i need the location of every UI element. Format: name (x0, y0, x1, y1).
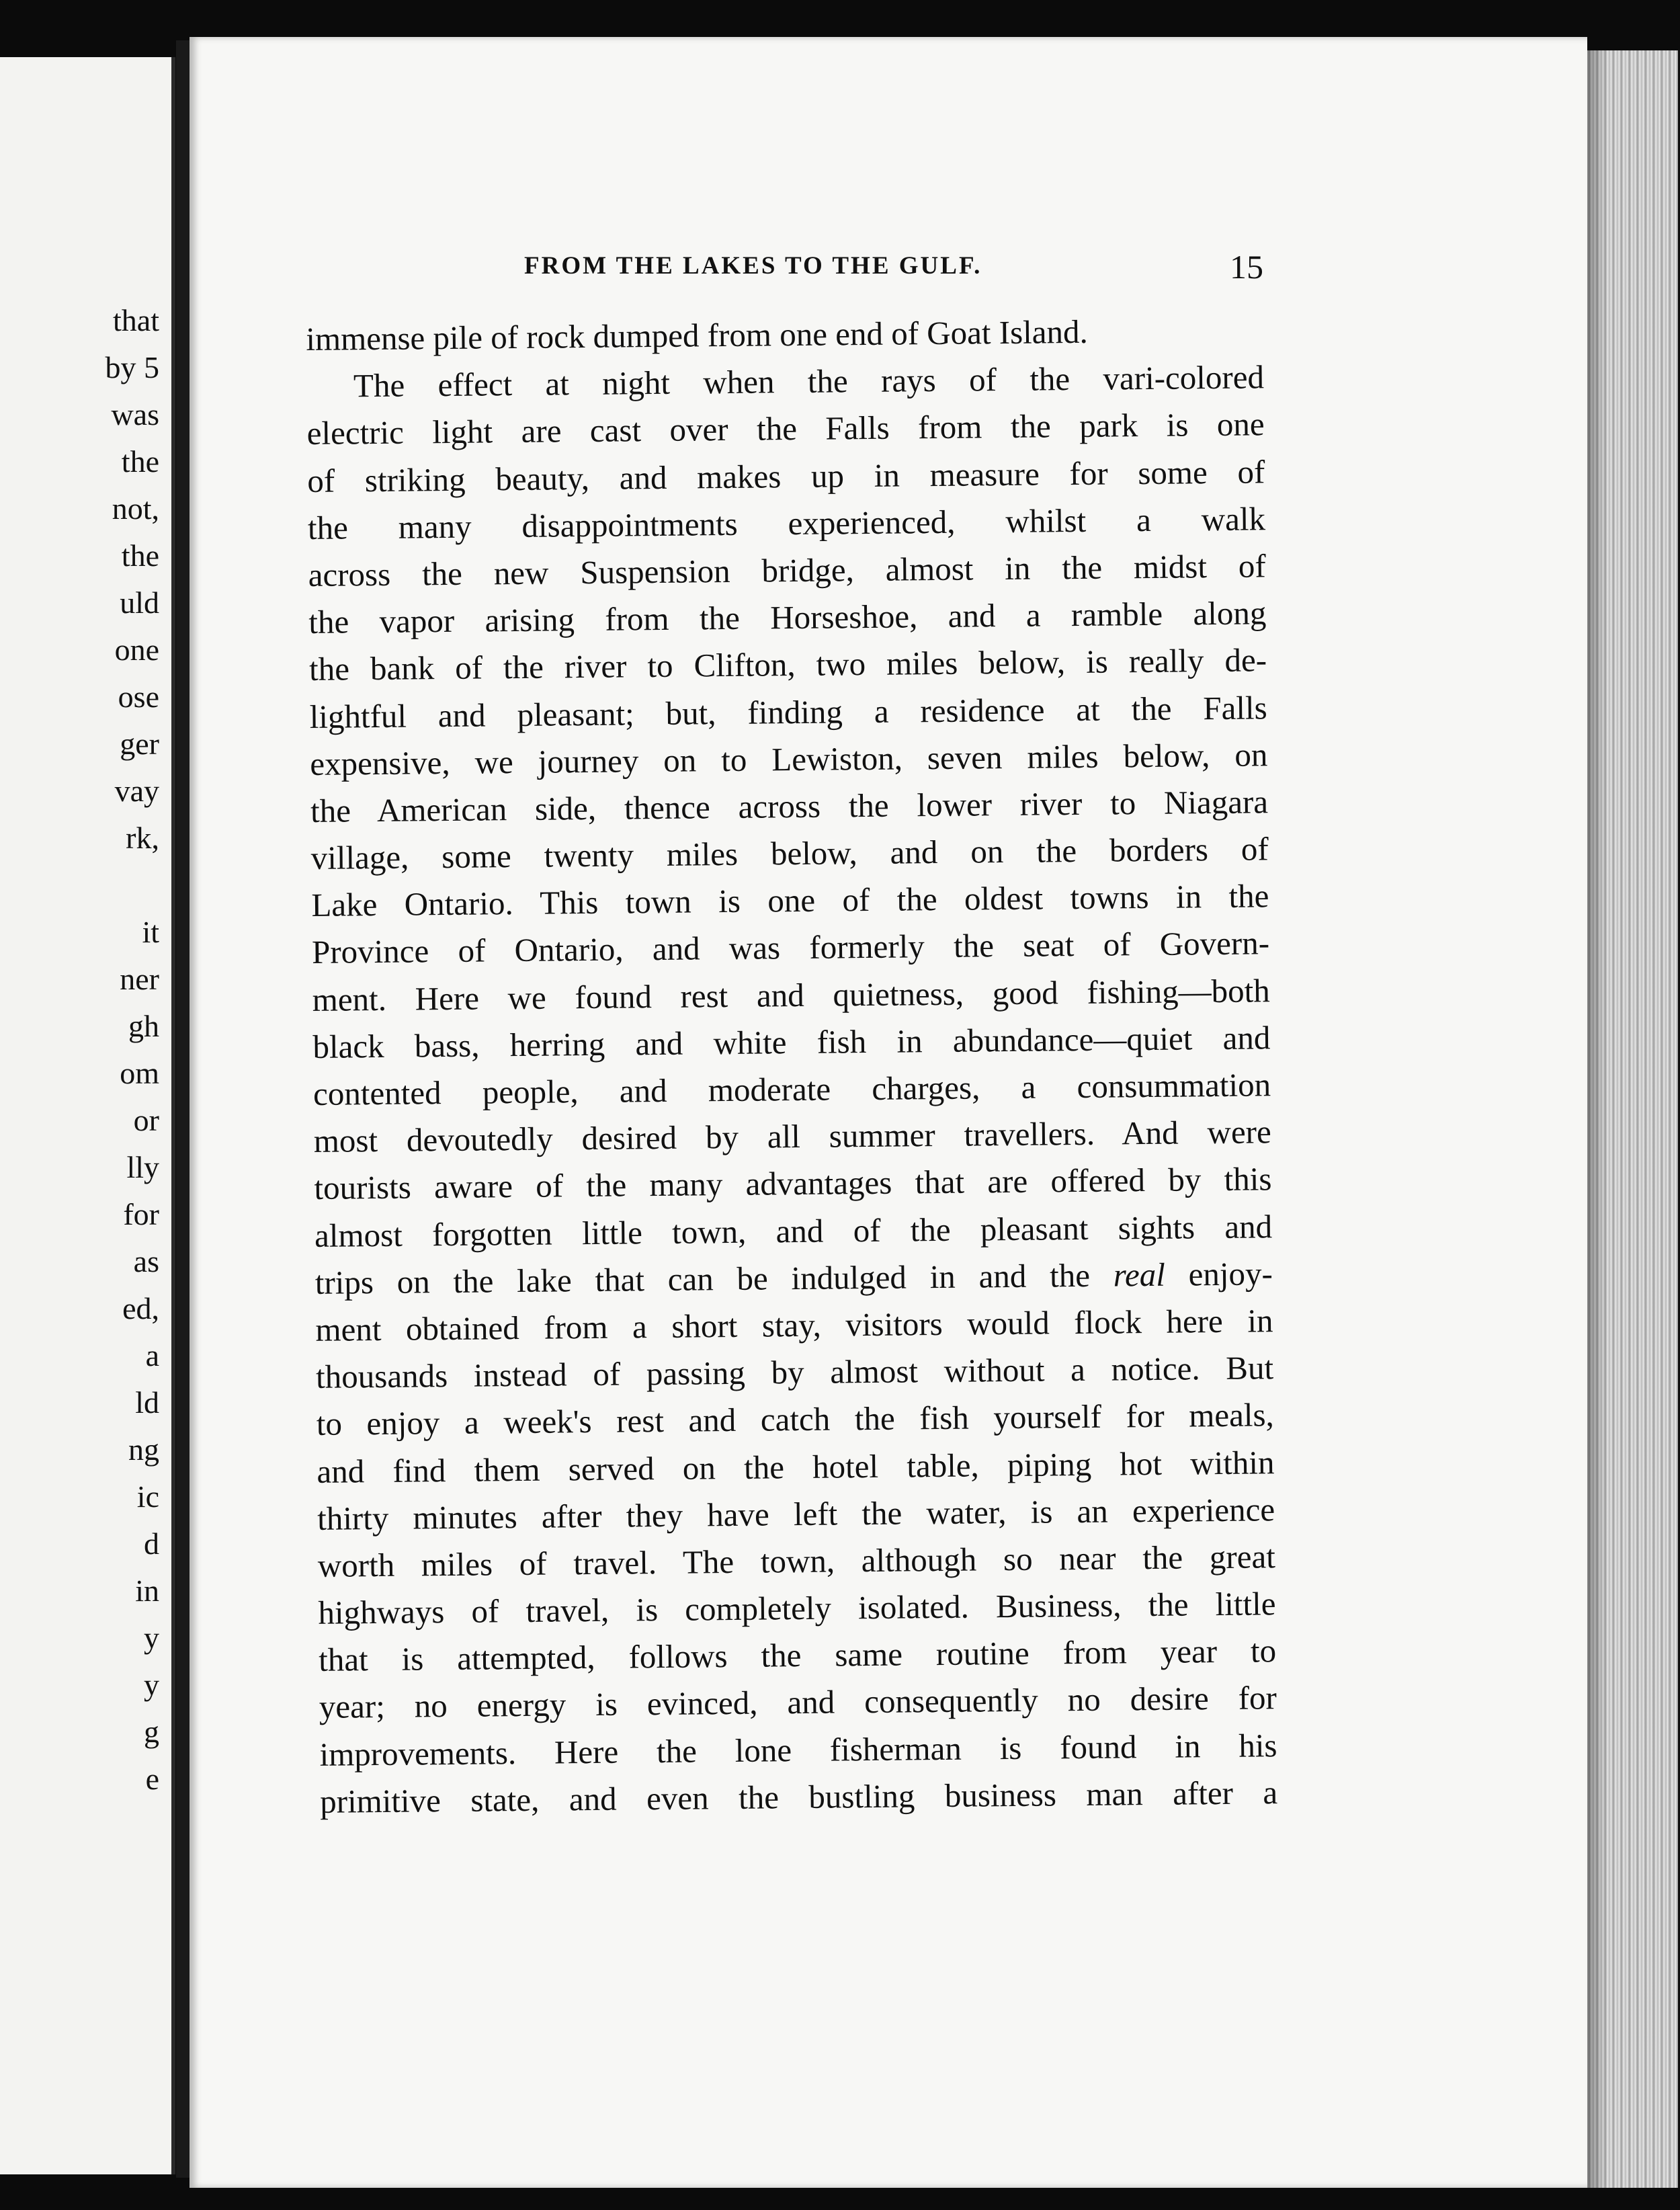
left-page-fragment: g (144, 1715, 159, 1749)
left-page-fragment: for (123, 1197, 159, 1231)
text-line: to enjoy a week's rest and catch the fish yourself for meals, (316, 1396, 1275, 1443)
left-page-fragment: ner (120, 962, 159, 996)
left-page-fragment: the (121, 538, 159, 573)
text-line: lightful and pleasant; but, finding a residence at the Falls (309, 688, 1267, 735)
left-page-fragment: that (113, 303, 159, 337)
left-page-fragment: vay (114, 774, 159, 808)
text-line: Lake Ontario. This town is one of the oldest towns in the (311, 877, 1269, 924)
text-line: year; no energy is evinced, and consequently no desire for (319, 1679, 1277, 1726)
left-page-fragment: ic (136, 1479, 159, 1514)
left-page-fragment: not, (112, 491, 159, 526)
left-page-fragment: ger (120, 727, 159, 761)
text-line: The effect at night when the rays of the vari-colored (353, 358, 1265, 405)
left-page-fragment: uld (120, 585, 159, 620)
text-line: primitive state, and even the bustling business man after a (319, 1774, 1278, 1820)
text-line: almost forgotten little town, and of the pleasant sights and (314, 1207, 1273, 1254)
text-line: that is attempted, follows the same routine from year to (318, 1632, 1277, 1679)
left-page-fragment: om (120, 1056, 159, 1090)
body-text (306, 306, 1277, 1826)
text-line: the vapor arising from the Horseshoe, and a ramble along (308, 594, 1267, 641)
text-line: worth miles of travel. The town, although so near the great (317, 1538, 1276, 1584)
page-edge-shadow (1587, 50, 1607, 2188)
left-page-fragment: a (145, 1338, 159, 1373)
left-page-fragment: ose (118, 680, 159, 714)
text-line: electric light are cast over the Falls from the park is one (306, 405, 1265, 452)
text-line: thirty minutes after they have left the water, is an experience (317, 1490, 1275, 1537)
left-page-fragment: lly (126, 1150, 159, 1184)
left-page-fragment: y (144, 1668, 159, 1702)
text-line: tourists aware of the many advantages that are offered by this (314, 1160, 1272, 1207)
text-line: most devoutedly desired by all summer travellers. And were (313, 1113, 1271, 1160)
text-line: trips on the lake that can be indulged in and the real enjoy- (314, 1255, 1273, 1301)
left-page-fragment: y (144, 1621, 159, 1655)
left-page-fragment: d (144, 1526, 159, 1561)
book-gutter (176, 40, 190, 2178)
emphasized-word: real (1113, 1256, 1166, 1294)
left-page-fragment: it (142, 915, 159, 949)
text-line: across the new Suspension bridge, almost in the midst of (308, 547, 1266, 594)
text-line: and find them served on the hotel table, piping hot within (317, 1443, 1275, 1490)
text-line: black bass, herring and white fish in abundance—quiet and (312, 1019, 1271, 1065)
left-page-fragment: as (133, 1244, 159, 1278)
page-number: 15 (1230, 248, 1263, 286)
left-page-fragment: gh (128, 1009, 159, 1043)
left-page-fragment: by 5 (105, 350, 159, 384)
text-line: Province of Ontario, and was formerly the seat of Govern- (311, 924, 1270, 971)
left-page-fragment: one (114, 632, 159, 667)
text-line: village, some twenty miles below, and on the borders of (310, 830, 1269, 877)
text-line: expensive, we journey on to Lewiston, seven miles below, on (310, 735, 1268, 782)
left-page-fragment: was (111, 397, 159, 432)
running-head (329, 247, 1263, 288)
text-line: highways of travel, is completely isolated. Business, the little (318, 1585, 1276, 1631)
text-line: the many disappointments experienced, whilst a walk (307, 500, 1266, 546)
text-line: ment. Here we found rest and quietness, good fishing—both (312, 971, 1270, 1018)
left-facing-page (0, 57, 175, 2174)
left-page-fragment: e (145, 1762, 159, 1796)
text-line: of striking beauty, and makes up in measure for some of (307, 452, 1265, 499)
text-line: the American side, thence across the lower river to Niagara (310, 783, 1269, 829)
text-line: thousands instead of passing by almost without a notice. But (315, 1349, 1274, 1396)
text-line: contented people, and moderate charges, a consummation (312, 1066, 1271, 1112)
text-line: immense pile of rock dumped from one end of Goat Island. (306, 313, 1088, 358)
text-line: ment obtained from a short stay, visitors would flock here in (315, 1302, 1273, 1348)
left-page-fragment: or (133, 1103, 159, 1137)
left-page-fragment: ed, (122, 1291, 159, 1325)
text-line: the bank of the river to Clifton, two miles below, is really de- (308, 641, 1267, 688)
left-page-fragment: the (121, 444, 159, 479)
running-title: FROM THE LAKES TO THE GULF. (524, 252, 982, 280)
left-page-fragment: ld (135, 1385, 159, 1420)
left-page-fragment: in (135, 1573, 159, 1608)
text-line: improvements. Here the lone fisherman is found in his (319, 1726, 1277, 1773)
left-page-fragment: rk, (126, 821, 159, 855)
left-page-fragment: ng (128, 1432, 159, 1467)
